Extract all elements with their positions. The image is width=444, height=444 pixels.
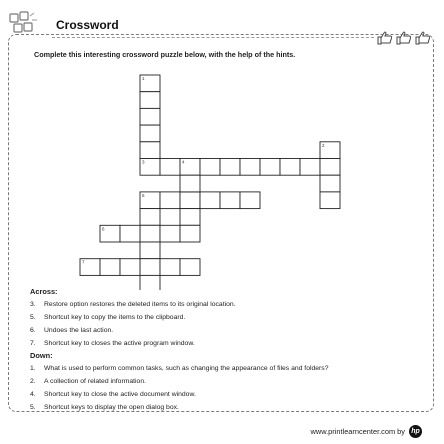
crossword-cell[interactable] (160, 259, 180, 276)
crossword-cell[interactable] (300, 159, 320, 176)
instructions-text: Complete this interesting crossword puzzle below, with the help of the hints. (34, 50, 296, 59)
clue-item: 1. What is used to perform common tasks, such as changing the appearance of files and folders? (30, 365, 329, 373)
across-clues (30, 287, 384, 353)
crossword-cell[interactable] (180, 175, 200, 192)
clue-item: 6. Undoes the last action. (30, 327, 114, 335)
crossword-cell[interactable] (320, 192, 340, 209)
crossword-cell[interactable] (120, 259, 140, 276)
cell-number: 7 (82, 259, 85, 265)
crossword-cell[interactable] (180, 225, 200, 242)
crossword-cell[interactable] (140, 92, 160, 109)
crossword-cell[interactable] (220, 192, 240, 209)
footer-text: www.printlearncenter.com by (310, 427, 405, 436)
clue-item: 2. A collection of related information. (30, 378, 147, 386)
cell-number: 1 (142, 76, 145, 81)
down-heading: Down: (30, 351, 53, 360)
crossword-cell[interactable] (160, 192, 180, 209)
clue-item: 4. Shortcut key to close the active document window. (30, 391, 196, 399)
cell-number: 5 (142, 192, 145, 198)
crossword-cell[interactable] (180, 259, 200, 276)
crossword-cell[interactable] (140, 125, 160, 142)
crossword-cell[interactable] (320, 175, 340, 192)
down-clues (30, 351, 384, 417)
crossword-cell[interactable] (140, 259, 160, 276)
cell-number: 2 (322, 142, 325, 148)
clue-item: 5. Shortcut key to copy the items to the clipboard. (30, 314, 186, 322)
crossword-cell[interactable] (220, 159, 240, 176)
crossword-cell[interactable] (140, 225, 160, 242)
crossword-cell[interactable] (320, 159, 340, 176)
crossword-cell[interactable] (240, 159, 260, 176)
crossword-cell[interactable] (120, 225, 140, 242)
crossword-cell[interactable] (140, 242, 160, 259)
crossword-cell[interactable] (140, 108, 160, 125)
crossword-cell[interactable] (100, 259, 120, 276)
crossword-cell[interactable] (200, 192, 220, 209)
crossword-cell[interactable] (260, 159, 280, 176)
clue-item: 3. Restore option restores the deleted items to its original location. (30, 301, 236, 309)
crossword-cell[interactable] (160, 225, 180, 242)
crossword-cell[interactable] (200, 159, 220, 176)
clue-item: 7. Shortcut key to closes the active program window. (30, 340, 195, 348)
crossword-cell[interactable] (280, 159, 300, 176)
page-title: Crossword (56, 18, 119, 32)
crossword-cell[interactable] (240, 192, 260, 209)
crossword-cell[interactable] (160, 159, 180, 176)
crossword-cell[interactable] (140, 142, 160, 159)
cell-number: 4 (182, 159, 185, 165)
cell-number: 3 (142, 159, 145, 165)
hp-logo-icon: hp (409, 425, 422, 438)
crossword-cell[interactable] (180, 192, 200, 209)
cell-number: 6 (102, 226, 105, 232)
crossword-cell[interactable] (180, 209, 200, 226)
clue-item: 5. Shortcut keys to display the open dialog box. (30, 404, 179, 412)
crossword-cell[interactable] (140, 209, 160, 226)
footer (311, 425, 422, 438)
across-heading: Across: (30, 287, 58, 296)
